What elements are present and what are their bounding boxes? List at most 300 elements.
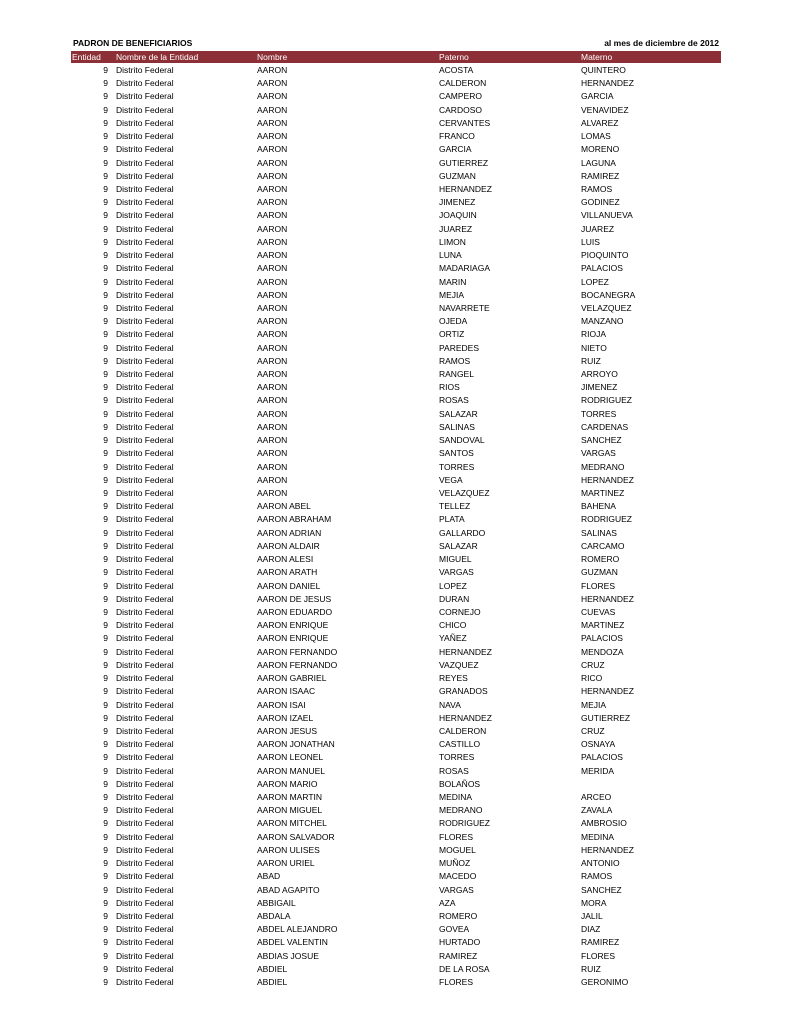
cell-entidad: 9 <box>103 302 108 313</box>
cell-nombre: AARON <box>257 329 288 340</box>
table-row <box>71 685 721 698</box>
cell-nombre-entidad: Distrito Federal <box>116 818 174 829</box>
table-row <box>71 157 721 170</box>
cell-entidad: 9 <box>103 924 108 935</box>
table-row <box>71 884 721 897</box>
cell-materno: LOMAS <box>581 131 611 142</box>
cell-nombre: AARON <box>257 461 288 472</box>
cell-paterno: YAÑEZ <box>439 633 467 644</box>
table-row <box>71 923 721 936</box>
cell-paterno: GARCIA <box>439 144 472 155</box>
cell-entidad: 9 <box>103 435 108 446</box>
cell-materno: NIETO <box>581 342 607 353</box>
cell-materno: SANCHEZ <box>581 435 622 446</box>
cell-entidad: 9 <box>103 884 108 895</box>
cell-nombre-entidad: Distrito Federal <box>116 395 174 406</box>
cell-entidad: 9 <box>103 567 108 578</box>
cell-paterno: REYES <box>439 673 468 684</box>
cell-nombre-entidad: Distrito Federal <box>116 289 174 300</box>
cell-materno: VARGAS <box>581 448 616 459</box>
cell-entidad: 9 <box>103 355 108 366</box>
cell-nombre-entidad: Distrito Federal <box>116 593 174 604</box>
cell-paterno: SANTOS <box>439 448 474 459</box>
cell-materno: PIOQUINTO <box>581 250 629 261</box>
cell-nombre-entidad: Distrito Federal <box>116 250 174 261</box>
cell-materno: CARCAMO <box>581 540 625 551</box>
cell-entidad: 9 <box>103 382 108 393</box>
cell-paterno: DE LA ROSA <box>439 963 490 974</box>
cell-nombre-entidad: Distrito Federal <box>116 104 174 115</box>
table-row <box>71 170 721 183</box>
cell-entidad: 9 <box>103 554 108 565</box>
cell-materno: BAHENA <box>581 501 616 512</box>
cell-paterno: VELAZQUEZ <box>439 488 490 498</box>
cell-nombre: AARON ABRAHAM <box>257 514 332 525</box>
table-row <box>71 566 721 579</box>
cell-materno: GUTIERREZ <box>581 712 631 723</box>
cell-nombre-entidad: Distrito Federal <box>116 897 174 908</box>
cell-nombre: ABDIAS JOSUE <box>257 950 319 961</box>
cell-nombre-entidad: Distrito Federal <box>116 474 174 485</box>
cell-nombre: AARON <box>257 131 288 142</box>
cell-nombre: AARON <box>257 170 288 181</box>
cell-entidad: 9 <box>103 765 108 776</box>
cell-nombre: AARON MANUEL <box>257 765 326 776</box>
cell-entidad: 9 <box>103 778 108 789</box>
cell-nombre-entidad: Distrito Federal <box>116 223 174 234</box>
column-header-entidad: Entidad <box>72 52 101 62</box>
cell-paterno: SANDOVAL <box>439 435 485 446</box>
cell-paterno: MACEDO <box>439 871 477 882</box>
cell-nombre-entidad: Distrito Federal <box>116 408 174 419</box>
cell-entidad: 9 <box>103 183 108 194</box>
cell-nombre: AARON <box>257 157 288 168</box>
table-row <box>71 738 721 751</box>
table-row <box>71 183 721 196</box>
table-row <box>71 342 721 355</box>
cell-entidad: 9 <box>103 117 108 128</box>
cell-entidad: 9 <box>103 170 108 181</box>
cell-paterno: GUTIERREZ <box>439 157 489 168</box>
table-row <box>71 897 721 910</box>
table-row <box>71 421 721 434</box>
cell-nombre: AARON MIGUEL <box>257 805 323 816</box>
cell-materno: ANTONIO <box>581 858 620 869</box>
cell-nombre: AARON ALESI <box>257 554 314 565</box>
table-row <box>71 936 721 949</box>
cell-nombre-entidad: Distrito Federal <box>116 858 174 869</box>
table-row <box>71 328 721 341</box>
cell-paterno: TELLEZ <box>439 501 471 512</box>
cell-entidad: 9 <box>103 421 108 432</box>
cell-materno: CRUZ <box>581 725 605 736</box>
table-row <box>71 461 721 474</box>
cell-materno: FLORES <box>581 950 616 961</box>
cell-entidad: 9 <box>103 871 108 882</box>
table-row <box>71 381 721 394</box>
table-row <box>71 831 721 844</box>
report-period: al mes de diciembre de 2012 <box>604 38 719 48</box>
cell-materno: LOPEZ <box>581 276 609 287</box>
cell-paterno: SALAZAR <box>439 408 478 419</box>
cell-materno: PALACIOS <box>581 263 623 274</box>
cell-entidad: 9 <box>103 659 108 670</box>
cell-paterno: MEDRANO <box>439 805 483 816</box>
table-row <box>71 500 721 513</box>
table-row <box>71 540 721 553</box>
cell-nombre: ABBIGAIL <box>257 897 296 908</box>
cell-nombre: AARON SALVADOR <box>257 831 335 842</box>
cell-nombre: AARON <box>257 448 288 459</box>
cell-paterno: LIMON <box>439 236 466 247</box>
cell-paterno: DURAN <box>439 593 470 604</box>
cell-nombre-entidad: Distrito Federal <box>116 633 174 644</box>
cell-nombre-entidad: Distrito Federal <box>116 620 174 631</box>
cell-entidad: 9 <box>103 210 108 221</box>
cell-nombre: AARON ADRIAN <box>257 527 322 538</box>
cell-paterno: PAREDES <box>439 342 479 353</box>
cell-nombre-entidad: Distrito Federal <box>116 210 174 221</box>
cell-paterno: GUZMAN <box>439 170 476 181</box>
cell-materno: RAMIREZ <box>581 937 620 948</box>
cell-nombre-entidad: Distrito Federal <box>116 739 174 750</box>
cell-paterno: CHICO <box>439 620 467 631</box>
cell-nombre: ABDIEL <box>257 963 288 974</box>
table-row <box>71 632 721 645</box>
cell-entidad: 9 <box>103 395 108 406</box>
table-row <box>71 778 721 791</box>
cell-entidad: 9 <box>103 342 108 353</box>
cell-materno: MARTINEZ <box>581 620 625 631</box>
cell-nombre-entidad: Distrito Federal <box>116 540 174 551</box>
cell-entidad: 9 <box>103 633 108 644</box>
column-header-materno: Materno <box>581 52 613 62</box>
cell-materno: VILLANUEVA <box>581 210 633 221</box>
table-row <box>71 751 721 764</box>
cell-materno: CARDENAS <box>581 421 629 432</box>
cell-nombre: AARON ULISES <box>257 844 320 855</box>
cell-nombre: AARON <box>257 117 288 128</box>
cell-paterno: LUNA <box>439 250 462 261</box>
table-row <box>71 712 721 725</box>
cell-paterno: BOLAÑOS <box>439 778 481 789</box>
cell-nombre: AARON <box>257 342 288 353</box>
table-row <box>71 857 721 870</box>
cell-nombre-entidad: Distrito Federal <box>116 501 174 512</box>
cell-entidad: 9 <box>103 752 108 763</box>
cell-materno: RAMOS <box>581 871 613 882</box>
table-row <box>71 646 721 659</box>
cell-entidad: 9 <box>103 818 108 829</box>
table-row <box>71 355 721 368</box>
cell-entidad: 9 <box>103 223 108 234</box>
cell-materno: SANCHEZ <box>581 884 622 895</box>
cell-materno: HERNANDEZ <box>581 78 634 89</box>
table-row <box>71 725 721 738</box>
table-row <box>71 143 721 156</box>
cell-nombre-entidad: Distrito Federal <box>116 673 174 684</box>
table-row <box>71 223 721 236</box>
cell-nombre-entidad: Distrito Federal <box>116 302 174 313</box>
table-row <box>71 474 721 487</box>
cell-materno: RODRIGUEZ <box>581 514 632 525</box>
table-row <box>71 90 721 103</box>
table-row <box>71 513 721 526</box>
cell-entidad: 9 <box>103 276 108 287</box>
cell-nombre: AARON <box>257 91 288 102</box>
cell-paterno: CASTILLO <box>439 739 481 750</box>
table-row <box>71 77 721 90</box>
cell-entidad: 9 <box>103 844 108 855</box>
cell-nombre: AARON EDUARDO <box>257 606 333 617</box>
cell-nombre-entidad: Distrito Federal <box>116 514 174 525</box>
cell-materno: MORENO <box>581 144 620 155</box>
cell-entidad: 9 <box>103 329 108 340</box>
table-row <box>71 976 721 989</box>
cell-entidad: 9 <box>103 620 108 631</box>
table-row <box>71 950 721 963</box>
cell-nombre-entidad: Distrito Federal <box>116 157 174 168</box>
cell-paterno: MOGUEL <box>439 844 476 855</box>
cell-nombre: AARON <box>257 276 288 287</box>
table-row <box>71 315 721 328</box>
table-row <box>71 910 721 923</box>
cell-materno: OSNAYA <box>581 739 616 750</box>
cell-materno: GUZMAN <box>581 567 618 578</box>
table-row <box>71 580 721 593</box>
cell-nombre-entidad: Distrito Federal <box>116 329 174 340</box>
cell-paterno: GRANADOS <box>439 686 488 697</box>
cell-nombre: AARON FERNANDO <box>257 646 338 657</box>
cell-entidad: 9 <box>103 131 108 142</box>
cell-paterno: VAZQUEZ <box>439 659 479 670</box>
cell-nombre: AARON JONATHAN <box>257 739 335 750</box>
cell-materno: MEDINA <box>581 831 615 842</box>
cell-paterno: CARDOSO <box>439 104 482 115</box>
table-row <box>71 699 721 712</box>
cell-materno: MEDRANO <box>581 461 625 472</box>
table-body <box>71 64 721 989</box>
table-header <box>71 51 721 63</box>
cell-nombre: AARON <box>257 65 288 75</box>
table-row <box>71 963 721 976</box>
cell-nombre: AARON <box>257 78 288 89</box>
cell-paterno: JUAREZ <box>439 223 473 234</box>
cell-nombre-entidad: Distrito Federal <box>116 831 174 842</box>
cell-nombre-entidad: Distrito Federal <box>116 342 174 353</box>
cell-nombre: AARON <box>257 263 288 274</box>
cell-paterno: JIMENEZ <box>439 197 476 208</box>
cell-entidad: 9 <box>103 104 108 115</box>
cell-materno: ARCEO <box>581 792 612 803</box>
cell-nombre-entidad: Distrito Federal <box>116 924 174 935</box>
table-row <box>71 619 721 632</box>
cell-nombre: AARON <box>257 104 288 115</box>
cell-nombre: AARON <box>257 421 288 432</box>
cell-materno: ALVAREZ <box>581 117 619 128</box>
cell-paterno: SALINAS <box>439 421 475 432</box>
cell-nombre: ABAD AGAPITO <box>257 884 320 895</box>
cell-paterno: MEDINA <box>439 792 473 803</box>
cell-materno: RODRIGUEZ <box>581 395 632 406</box>
cell-nombre: AARON <box>257 395 288 406</box>
cell-paterno: VARGAS <box>439 884 474 895</box>
cell-nombre-entidad: Distrito Federal <box>116 355 174 366</box>
cell-nombre: AARON <box>257 250 288 261</box>
cell-nombre: ABDIEL <box>257 977 288 988</box>
table-row <box>71 659 721 672</box>
cell-nombre-entidad: Distrito Federal <box>116 871 174 882</box>
cell-nombre-entidad: Distrito Federal <box>116 183 174 194</box>
table-row <box>71 593 721 606</box>
cell-paterno: HURTADO <box>439 937 481 948</box>
cell-materno: GODINEZ <box>581 197 620 208</box>
cell-paterno: ROSAS <box>439 765 469 776</box>
cell-nombre: AARON <box>257 302 288 313</box>
cell-nombre-entidad: Distrito Federal <box>116 606 174 617</box>
cell-nombre: AARON IZAEL <box>257 712 314 723</box>
cell-entidad: 9 <box>103 91 108 102</box>
cell-nombre-entidad: Distrito Federal <box>116 844 174 855</box>
cell-nombre-entidad: Distrito Federal <box>116 778 174 789</box>
cell-entidad: 9 <box>103 937 108 948</box>
column-header-paterno: Paterno <box>439 52 469 62</box>
cell-nombre: AARON DANIEL <box>257 580 321 591</box>
cell-nombre-entidad: Distrito Federal <box>116 78 174 89</box>
cell-materno: BOCANEGRA <box>581 289 636 300</box>
cell-entidad: 9 <box>103 157 108 168</box>
cell-entidad: 9 <box>103 911 108 921</box>
cell-paterno: HERNANDEZ <box>439 646 492 657</box>
cell-paterno: CAMPERO <box>439 91 482 102</box>
cell-materno: QUINTERO <box>581 65 626 75</box>
table-row <box>71 606 721 619</box>
cell-nombre: AARON <box>257 488 288 498</box>
cell-paterno: ACOSTA <box>439 65 474 75</box>
cell-paterno: FLORES <box>439 831 474 842</box>
cell-nombre-entidad: Distrito Federal <box>116 646 174 657</box>
cell-entidad: 9 <box>103 197 108 208</box>
cell-paterno: AZA <box>439 897 456 908</box>
cell-nombre: AARON <box>257 223 288 234</box>
table-row <box>71 302 721 315</box>
cell-materno: SALINAS <box>581 527 617 538</box>
cell-nombre: AARON <box>257 183 288 194</box>
cell-nombre-entidad: Distrito Federal <box>116 369 174 380</box>
cell-nombre: AARON ISAAC <box>257 686 316 697</box>
table-row <box>71 368 721 381</box>
cell-materno: HERNANDEZ <box>581 593 634 604</box>
cell-entidad: 9 <box>103 897 108 908</box>
table-row <box>71 104 721 117</box>
cell-nombre: AARON <box>257 382 288 393</box>
cell-nombre: AARON ENRIQUE <box>257 620 329 631</box>
cell-nombre: AARON FERNANDO <box>257 659 338 670</box>
cell-nombre: AARON ABEL <box>257 501 311 512</box>
cell-nombre-entidad: Distrito Federal <box>116 937 174 948</box>
cell-paterno: GALLARDO <box>439 527 486 538</box>
cell-paterno: CORNEJO <box>439 606 481 617</box>
table-row <box>71 672 721 685</box>
cell-materno: TORRES <box>581 408 617 419</box>
cell-entidad: 9 <box>103 250 108 261</box>
cell-nombre-entidad: Distrito Federal <box>116 65 174 75</box>
column-header-nombre: Nombre <box>257 52 288 62</box>
cell-materno: JIMENEZ <box>581 382 618 393</box>
cell-nombre-entidad: Distrito Federal <box>116 421 174 432</box>
table-row <box>71 804 721 817</box>
cell-materno: ROMERO <box>581 554 620 565</box>
table-row <box>71 527 721 540</box>
cell-paterno: HERNANDEZ <box>439 712 492 723</box>
cell-nombre-entidad: Distrito Federal <box>116 765 174 776</box>
cell-nombre: AARON <box>257 210 288 221</box>
table-row <box>71 249 721 262</box>
cell-paterno: NAVA <box>439 699 461 710</box>
cell-nombre: ABDEL VALENTIN <box>257 937 328 948</box>
cell-paterno: RODRIGUEZ <box>439 818 490 829</box>
table-row <box>71 817 721 830</box>
table-row <box>71 262 721 275</box>
cell-nombre-entidad: Distrito Federal <box>116 91 174 102</box>
cell-nombre-entidad: Distrito Federal <box>116 276 174 287</box>
table-row <box>71 870 721 883</box>
cell-nombre-entidad: Distrito Federal <box>116 659 174 670</box>
cell-materno: VELAZQUEZ <box>581 302 632 313</box>
cell-nombre-entidad: Distrito Federal <box>116 197 174 208</box>
cell-entidad: 9 <box>103 646 108 657</box>
cell-materno: ARROYO <box>581 369 618 380</box>
cell-paterno: VEGA <box>439 474 463 485</box>
cell-materno: HERNANDEZ <box>581 474 634 485</box>
cell-paterno: GOVEA <box>439 924 470 935</box>
cell-materno: PALACIOS <box>581 752 623 763</box>
cell-nombre: ABDEL ALEJANDRO <box>257 924 338 935</box>
cell-nombre-entidad: Distrito Federal <box>116 131 174 142</box>
cell-paterno: FRANCO <box>439 131 475 142</box>
cell-paterno: OJEDA <box>439 316 468 327</box>
cell-nombre: AARON <box>257 316 288 327</box>
table-row <box>71 117 721 130</box>
cell-nombre-entidad: Distrito Federal <box>116 712 174 723</box>
cell-nombre-entidad: Distrito Federal <box>116 316 174 327</box>
cell-materno: CRUZ <box>581 659 605 670</box>
cell-paterno: RANGEL <box>439 369 474 380</box>
cell-nombre-entidad: Distrito Federal <box>116 567 174 578</box>
cell-nombre-entidad: Distrito Federal <box>116 170 174 181</box>
cell-nombre-entidad: Distrito Federal <box>116 448 174 459</box>
cell-entidad: 9 <box>103 289 108 300</box>
table-row <box>71 434 721 447</box>
cell-nombre-entidad: Distrito Federal <box>116 963 174 974</box>
cell-paterno: LOPEZ <box>439 580 467 591</box>
cell-materno: DIAZ <box>581 924 601 935</box>
cell-nombre-entidad: Distrito Federal <box>116 144 174 155</box>
cell-nombre-entidad: Distrito Federal <box>116 580 174 591</box>
cell-entidad: 9 <box>103 739 108 750</box>
cell-materno: LUIS <box>581 236 600 247</box>
cell-entidad: 9 <box>103 514 108 525</box>
cell-nombre: AARON <box>257 408 288 419</box>
cell-entidad: 9 <box>103 977 108 988</box>
cell-nombre: AARON ALDAIR <box>257 540 320 551</box>
cell-materno: HERNANDEZ <box>581 686 634 697</box>
cell-nombre: AARON ARATH <box>257 567 318 578</box>
cell-materno: PALACIOS <box>581 633 623 644</box>
cell-nombre-entidad: Distrito Federal <box>116 725 174 736</box>
cell-materno: AMBROSIO <box>581 818 627 829</box>
cell-paterno: MUÑOZ <box>439 858 471 869</box>
